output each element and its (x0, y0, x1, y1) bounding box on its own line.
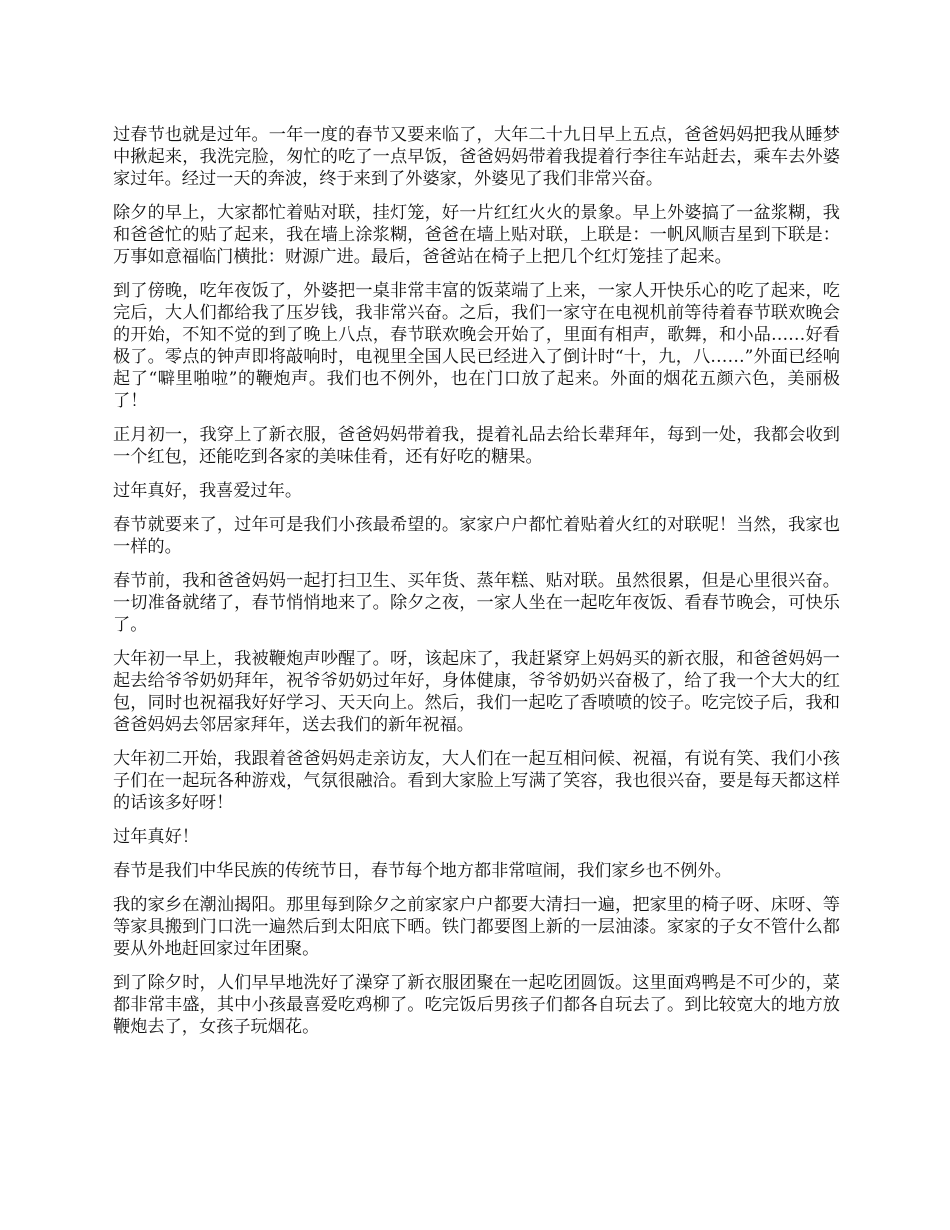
paragraph: 除夕的早上，大家都忙着贴对联，挂灯笼，好一片红红火火的景象。早上外婆搞了一盆浆糊，我和爸爸忙的贴了起来，我在墙上涂浆糊，爸爸在墙上贴对联，上联是：一帆风顺吉星到下联是：万事如意福临门横批：财源广进。最后，爸爸站在椅子上把几个红灯笼挂了起来。 (113, 203, 840, 267)
paragraph: 过年真好！ (113, 827, 199, 847)
paragraph: 过年真好，我喜爱过年。 (113, 481, 303, 501)
paragraph: 春节就要来了，过年可是我们小孩最希望的。家家户户都忙着贴着火红的对联呢！当然，我家也一样的。 (113, 515, 840, 557)
paragraph: 春节是我们中华民族的传统节日，春节每个地方都非常喧闹，我们家乡也不例外。 (113, 861, 732, 881)
paragraph: 春节前，我和爸爸妈妈一起打扫卫生、买年货、蒸年糕、贴对联。虽然很累，但是心里很兴奋。一切准备就绪了，春节悄悄地来了。除夕之夜，一家人坐在一起吃年夜饭、看春节晚会，可快乐了。 (113, 571, 840, 635)
paragraph: 正月初一，我穿上了新衣服，爸爸妈妈带着我，提着礼品去给长辈拜年，每到一处，我都会收到一个红包，还能吃到各家的美味佳肴，还有好吃的糖果。 (113, 425, 840, 467)
paragraph: 到了傍晚，吃年夜饭了，外婆把一桌非常丰富的饭菜端了上来，一家人开快乐心的吃了起来，吃完后，大人们都给我了压岁钱，我非常兴奋。之后，我们一家守在电视机前等待着春节联欢晚会的开始，不知不觉的到了晚上八点，春节联欢晚会开始了，里面有相声，歌舞，和小品……好看极了。零点的钟声即将敲响时，电视里全国人民已经进入了倒计时“十，九，八……”外面已经响起了“噼里啪啦”的鞭炮声。我们也不例外，也在门口放了起来。外面的烟花五颜六色，美丽极了！ (113, 281, 840, 411)
paragraph: 到了除夕时，人们早早地洗好了澡穿了新衣服团聚在一起吃团圆饭。这里面鸡鸭是不可少的，菜都非常丰盛，其中小孩最喜爱吃鸡柳了。吃完饭后男孩子们都各自玩去了。到比较宽大的地方放鞭炮去了，女孩子玩烟花。 (113, 973, 840, 1037)
paragraph: 过春节也就是过年。一年一度的春节又要来临了，大年二十九日早上五点，爸爸妈妈把我从睡梦中揪起来，我洗完脸，匆忙的吃了一点早饭，爸爸妈妈带着我提着行李往车站赶去，乘车去外婆家过年。经过一天的奔波，终于来到了外婆家，外婆见了我们非常兴奋。 (113, 125, 840, 189)
paragraph: 大年初一早上，我被鞭炮声吵醒了。呀，该起床了，我赶紧穿上妈妈买的新衣服，和爸爸妈妈一起去给爷爷奶奶拜年，祝爷爷奶奶过年好，身体健康，爷爷奶奶兴奋极了，给了我一个大大的红包，同时也祝福我好好学习、天天向上。然后，我们一起吃了香喷喷的饺子。吃完饺子后，我和爸爸妈妈去邻居家拜年，送去我们的新年祝福。 (113, 649, 840, 735)
paragraph: 我的家乡在潮汕揭阳。那里每到除夕之前家家户户都要大清扫一遍，把家里的椅子呀、床呀、等等家具搬到门口洗一遍然后到太阳底下晒。铁门都要图上新的一层油漆。家家的子女不管什么都要从外地赶回家过年团聚。 (113, 895, 840, 959)
document-body (113, 124, 840, 1050)
paragraph: 大年初二开始，我跟着爸爸妈妈走亲访友，大人们在一起互相问候、祝福，有说有笑、我们小孩子们在一起玩各种游戏，气氛很融洽。看到大家脸上写满了笑容，我也很兴奋，要是每天都这样的话该多好呀！ (113, 749, 840, 813)
